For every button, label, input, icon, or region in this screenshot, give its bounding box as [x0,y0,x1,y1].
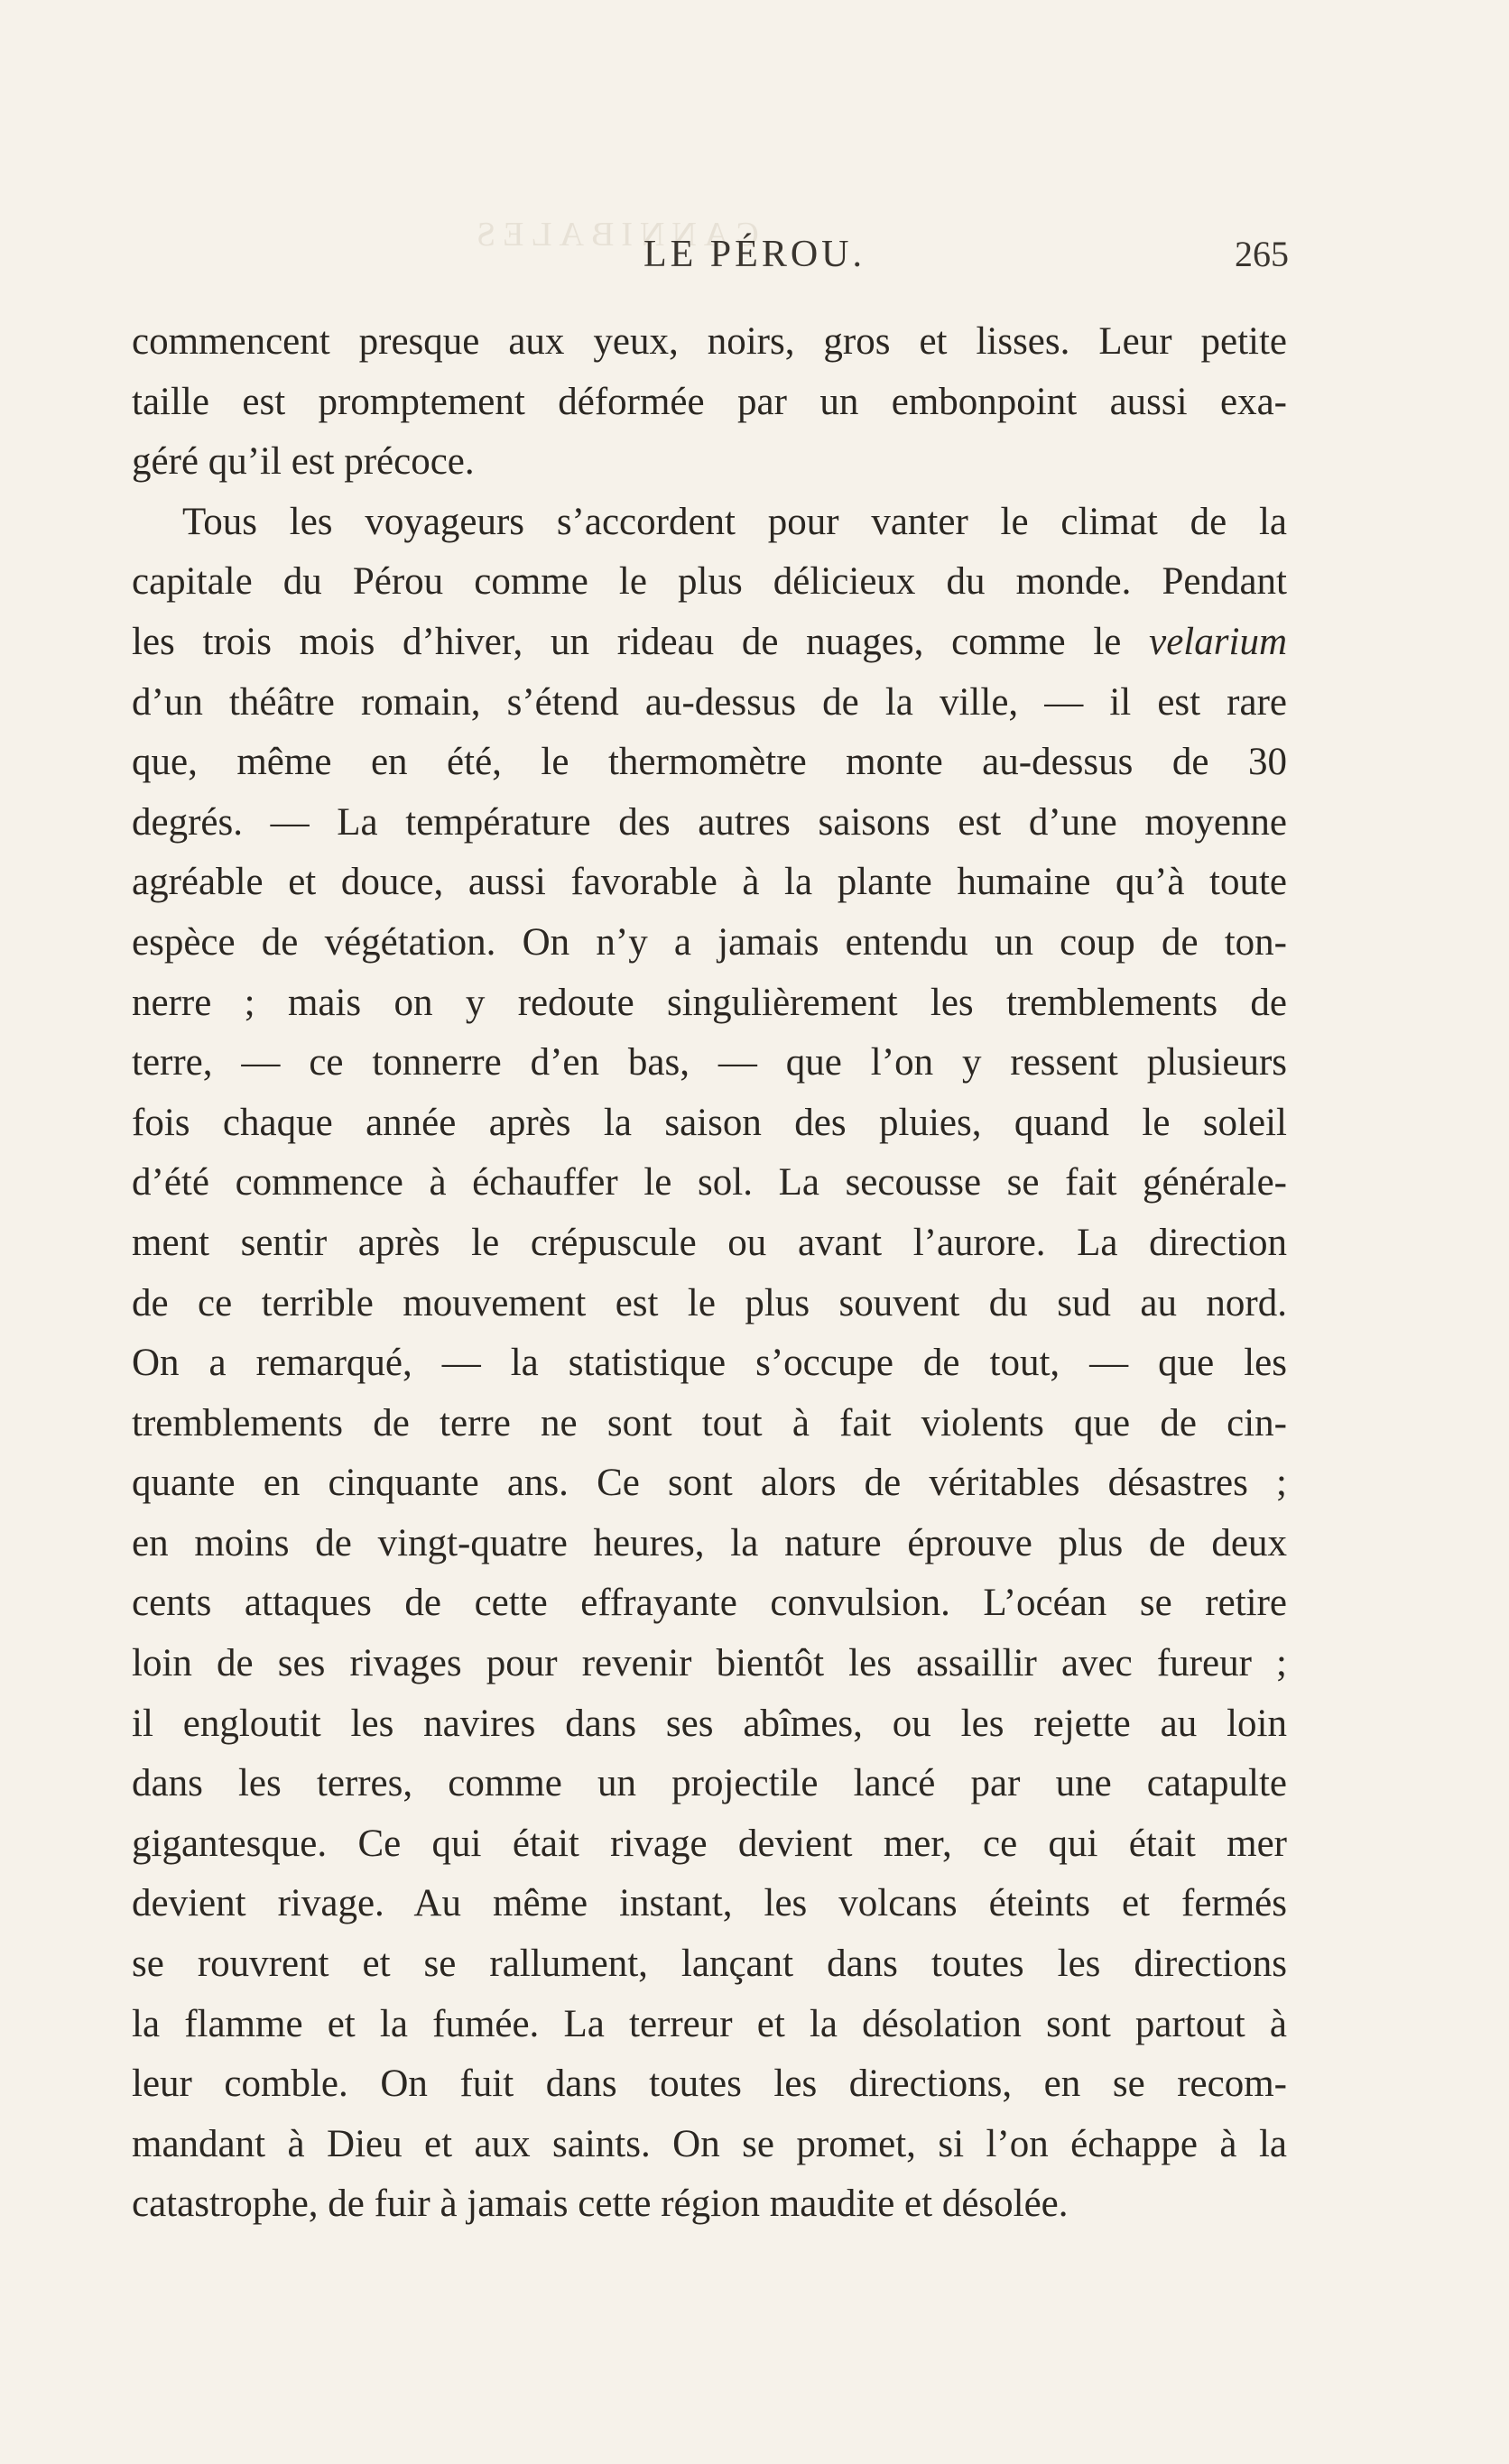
text-line: terre, — ce tonnerre d’en bas, — que l’on y ressent plusieurs [132,1041,1287,1084]
text-line: ment sentir après le crépuscule ou avant l’aurore. La direction [132,1221,1287,1264]
text-line: tremblements de terre ne sont tout à fait violents que de cin- [132,1401,1287,1444]
text-line: capitale du Pérou comme le plus délicieux du monde. Pendant [132,560,1287,604]
text-line: dans les terres, comme un projectile lancé par une catapulte [132,1762,1287,1805]
text-line: catastrophe, de fuir à jamais cette région maudite et désolée. [132,2183,1069,2226]
text-line: Tous les voyageurs s’accordent pour vanter le climat de la [182,500,1287,543]
text-line [132,613,1287,673]
text-line: leur comble. On fuit dans toutes les directions, en se recom- [132,2063,1287,2106]
text-line: espèce de végétation. On n’y a jamais entendu un coup de ton- [132,920,1287,964]
page-number: 265 [1235,234,1289,274]
text-line: degrés. — La température des autres saisons est d’une moyenne [132,800,1287,844]
text-line: quante en cinquante ans. Ce sont alors de véritables désastres ; [132,1462,1287,1505]
text-line: que, même en été, le thermomètre monte au-dessus de 30 [132,741,1287,784]
text-line: d’un théâtre romain, s’étend au-dessus de la ville, — il est rare [132,680,1287,724]
text-line: taille est promptement déformée par un embonpoint aussi exa- [132,380,1287,423]
text-line: On a remarqué, — la statistique s’occupe de tout, — que les [132,1342,1287,1385]
running-title: LE PÉROU. [643,234,866,275]
text-line: cents attaques de cette effrayante convulsion. L’océan se retire [132,1582,1287,1625]
text-line: loin de ses rivages pour revenir bientôt les assaillir avec fureur ; [132,1642,1287,1685]
bleed-through-text: CANNIBALES [469,216,759,254]
text-line: la flamme et la fumée. La terreur et la désolation sont partout à [132,2002,1287,2045]
text-line: commencent presque aux yeux, noirs, gros et lisses. Leur petite [132,320,1287,363]
text-line: géré qu’il est précoce. [132,440,475,484]
text-line: il engloutit les navires dans ses abîmes, ou les rejette au loin [132,1702,1287,1745]
text-line: de ce terrible mouvement est le plus souvent du sud au nord. [132,1281,1287,1324]
text-line: agréable et douce, aussi favorable à la plante humaine qu’à toute [132,861,1287,904]
text-line: se rouvrent et se rallument, lançant dans toutes les directions [132,1943,1287,1986]
text-line: fois chaque année après la saison des pluies, quand le soleil [132,1101,1287,1144]
body-text [132,312,1287,2235]
text-fragment: les trois mois d’hiver, un rideau de nuages, comme le [132,620,1150,663]
italic-word: velarium [1149,620,1287,663]
text-line: devient rivage. Au même instant, les volcans éteints et fermés [132,1882,1287,1925]
text-line: d’été commence à échauffer le sol. La secousse se fait générale- [132,1161,1287,1204]
text-line: nerre ; mais on y redoute singulièrement les tremblements de [132,981,1287,1024]
text-line: en moins de vingt-quatre heures, la nature éprouve plus de deux [132,1521,1287,1564]
text-line: gigantesque. Ce qui était rivage devient mer, ce qui était mer [132,1822,1287,1865]
text-line: mandant à Dieu et aux saints. On se promet, si l’on échappe à la [132,2122,1287,2165]
